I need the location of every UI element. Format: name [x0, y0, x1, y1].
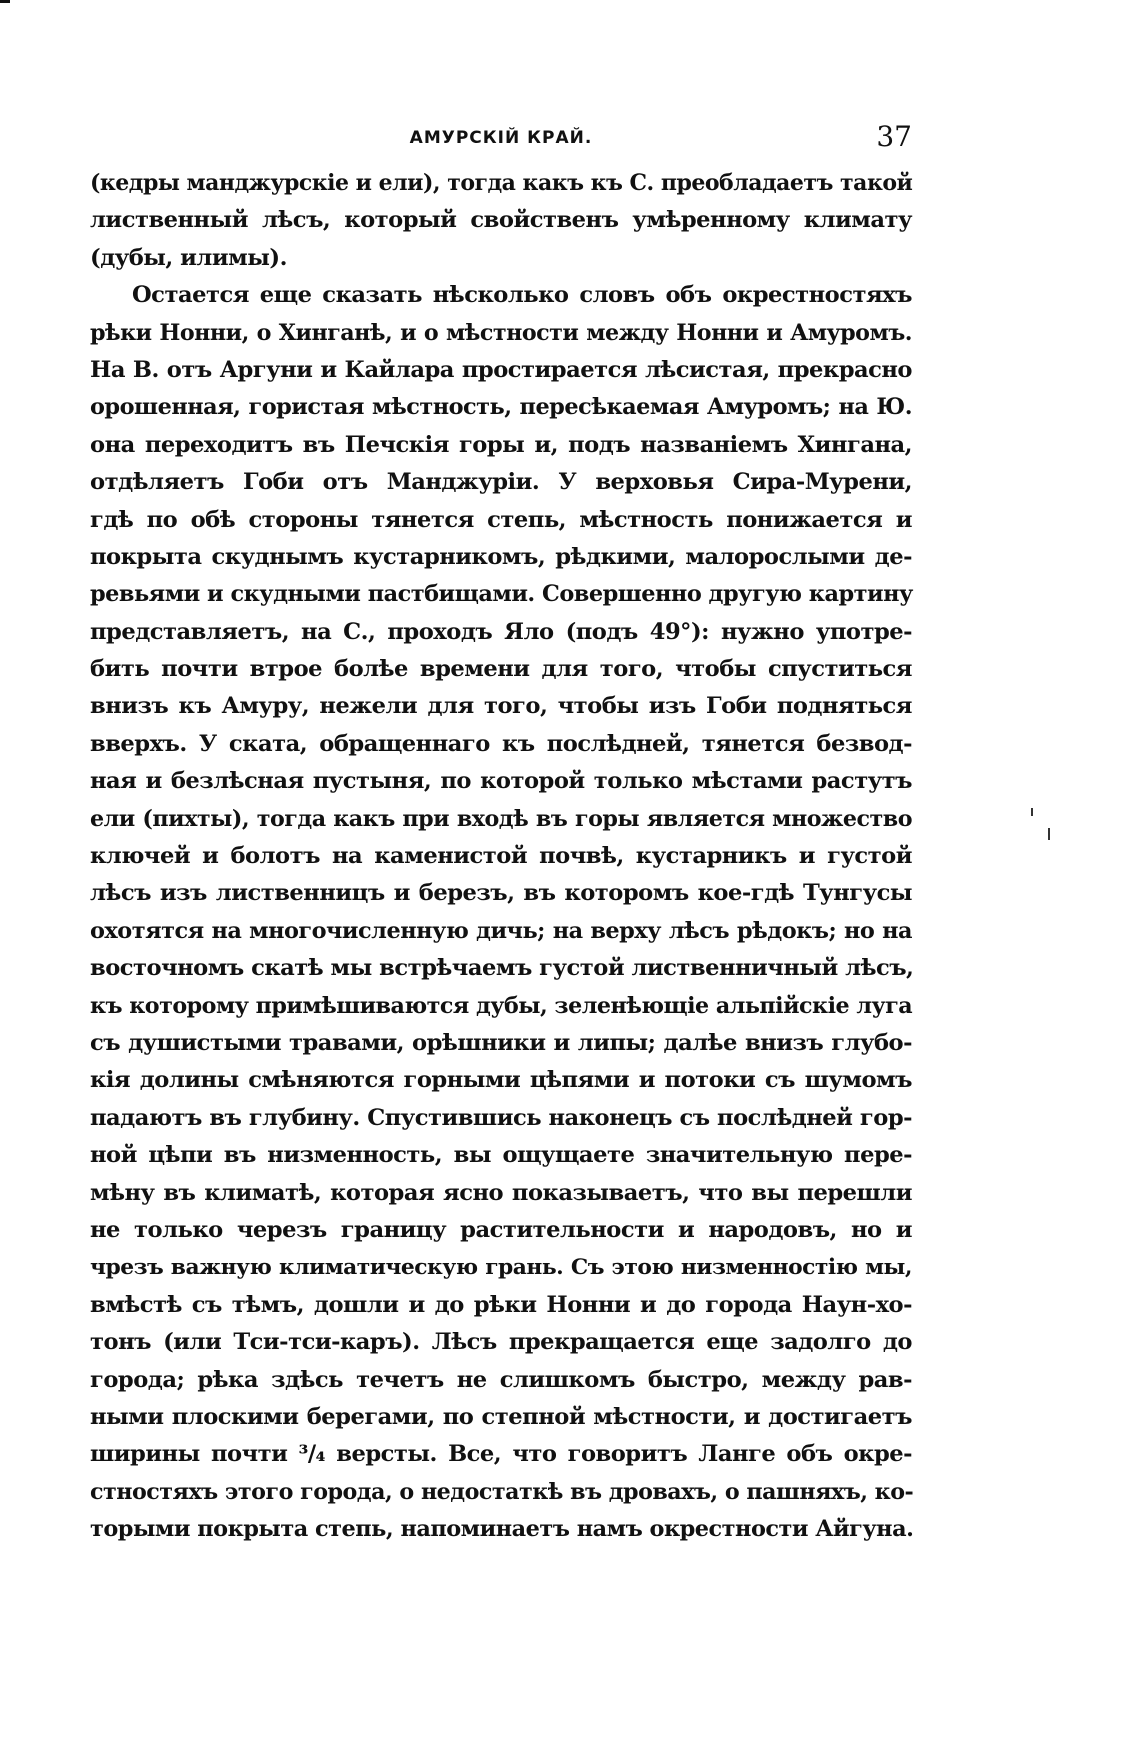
text-line: тонъ (или Тси-тси-каръ). Лѣсъ прекращается еще задолго до — [90, 1329, 912, 1356]
text-line: отдѣляетъ Гоби отъ Манджуріи. У верховья Сира-Мурени, — [90, 469, 912, 496]
text-line: ели (пихты), тогда какъ при входѣ въ горы является множество — [90, 805, 912, 832]
text-line: ширины почти ³/₄ версты. Все, что говоритъ Ланге объ окре- — [90, 1441, 912, 1468]
page-number: 37 — [876, 120, 912, 153]
scan-speck-mark — [1031, 808, 1033, 816]
text-line: бить почти втрое болѣе времени для того, чтобы спуститься — [90, 656, 912, 683]
text-line: съ душистыми травами, орѣшники и липы; далѣе внизъ глубо- — [90, 1029, 912, 1056]
text-line: лѣсъ изъ лиственницъ и березъ, въ которомъ кое-гдѣ Тунгусы — [90, 880, 912, 907]
text-line: торыми покрыта степь, напоминаетъ намъ окрестности Айгуна. — [90, 1516, 914, 1543]
scan-speck-mark — [1048, 828, 1050, 840]
text-line: стностяхъ этого города, о недостаткѣ въ дровахъ, о пашняхъ, ко- — [90, 1478, 914, 1505]
text-line: рѣки Нонни, о Хинганѣ, и о мѣстности между Нонни и Амуромъ. — [90, 319, 912, 346]
text-line: представляетъ, на С., проходъ Яло (подъ 49°): нужно употре- — [90, 618, 912, 645]
body-text — [90, 165, 912, 1548]
text-line: лиственный лѣсъ, который свойственъ умѣренному климату — [90, 207, 912, 234]
text-line: чрезъ важную климатическую грань. Съ этою низменностію мы, — [90, 1255, 912, 1281]
text-line: города; рѣка здѣсь течетъ не слишкомъ быстро, между рав- — [90, 1366, 912, 1393]
text-line: падаютъ въ глубину. Спустившись наконецъ съ послѣдней гор- — [90, 1104, 912, 1131]
text-line: На В. отъ Аргуни и Кайлара простирается лѣсистая, прекрасно — [90, 356, 912, 383]
text-line: Остается еще сказать нѣсколько словъ объ окрестностяхъ — [132, 282, 912, 309]
text-line: ключей и болотъ на каменистой почвѣ, кустарникъ и густой — [90, 843, 912, 870]
text-line: она переходитъ въ Печскія горы и, подъ названіемъ Хингана, — [90, 431, 912, 458]
text-line: ными плоскими берегами, по степной мѣстности, и достигаетъ — [90, 1403, 912, 1430]
text-line: ной цѣпи въ низменность, вы ощущаете значительную пере- — [90, 1142, 912, 1169]
text-line: вверхъ. У ската, обращеннаго къ послѣдней, тянется безвод- — [90, 730, 912, 757]
text-line: ревьями и скудными пастбищами. Совершенно другую картину — [90, 581, 913, 608]
text-line: кія долины смѣняются горными цѣпями и потоки съ шумомъ — [90, 1067, 912, 1094]
text-line: восточномъ скатѣ мы встрѣчаемъ густой лиственничный лѣсъ, — [90, 955, 914, 982]
text-line: орошенная, гористая мѣстность, пересѣкаемая Амуромъ; на Ю. — [90, 394, 912, 421]
scan-corner-mark — [0, 0, 10, 3]
text-line: (дубы, илимы). — [90, 244, 287, 271]
text-line: къ которому примѣшиваются дубы, зеленѣющіе альпійскіе луга — [90, 992, 913, 1019]
text-line: мѣну въ климатѣ, которая ясно показываетъ, что вы перешли — [90, 1179, 912, 1206]
running-title: АМУРСКІЙ КРАЙ. — [409, 128, 593, 148]
text-line: гдѣ по обѣ стороны тянется степь, мѣстность понижается и — [90, 506, 912, 533]
page-header — [90, 120, 912, 160]
text-line: внизъ къ Амуру, нежели для того, чтобы изъ Гоби подняться — [90, 693, 912, 720]
text-line: не только черезъ границу растительности и народовъ, но и — [90, 1216, 912, 1243]
text-line: (кедры манджурскіе и ели), тогда какъ къ С. преобладаетъ такой — [90, 170, 913, 196]
text-line: покрыта скуднымъ кустарникомъ, рѣдкими, малорослыми де- — [90, 543, 912, 570]
text-line: вмѣстѣ съ тѣмъ, дошли и до рѣки Нонни и до города Наун-хо- — [90, 1291, 912, 1318]
text-line: ная и безлѣсная пустыня, по которой только мѣстами растутъ — [90, 768, 912, 795]
text-line: охотятся на многочисленную дичь; на верху лѣсъ рѣдокъ; но на — [90, 917, 912, 944]
